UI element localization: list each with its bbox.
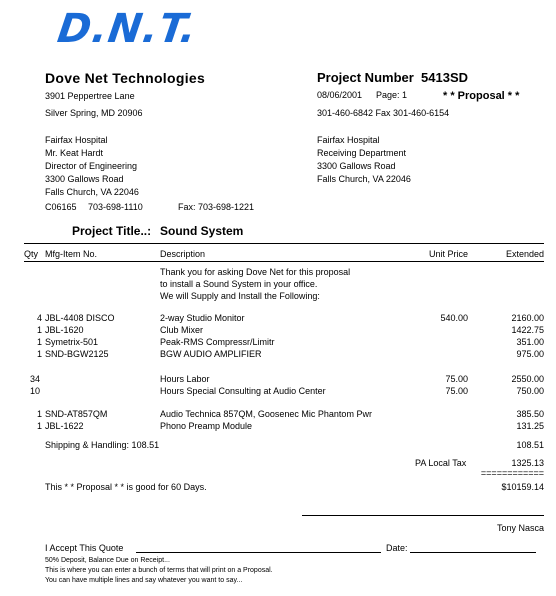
project-title-value: Sound System xyxy=(160,224,244,238)
row-desc: Hours Labor xyxy=(160,374,210,384)
table-row xyxy=(0,349,556,360)
table-row xyxy=(0,386,556,397)
billto-line4: 3300 Gallows Road xyxy=(45,174,124,184)
company-address2: Silver Spring, MD 20906 xyxy=(45,108,143,118)
table-row xyxy=(0,313,556,324)
shipto-line2: Receiving Department xyxy=(317,148,407,158)
terms-line: 50% Deposit, Balance Due on Receipt... xyxy=(45,557,170,564)
table-row xyxy=(0,374,556,385)
row-ext: 2160.00 xyxy=(511,313,544,323)
shipping-label: Shipping & Handling: 108.51 xyxy=(45,440,160,450)
billto-line2: Mr. Keat Hardt xyxy=(45,148,104,158)
tax-label: PA Local Tax xyxy=(415,458,467,468)
row-desc: 2-way Studio Monitor xyxy=(160,313,245,323)
row-item: JBL-1622 xyxy=(45,421,84,431)
project-page: Page: 1 xyxy=(376,90,408,100)
table-row xyxy=(0,409,556,420)
row-qty: 1 xyxy=(36,325,42,335)
billto-line5: Falls Church, VA 22046 xyxy=(45,187,139,197)
column-rule xyxy=(24,261,544,262)
double-rule: ============ xyxy=(480,468,544,478)
row-item: Symetrix-501 xyxy=(45,337,99,347)
row-item: JBL-1620 xyxy=(45,325,84,335)
row-qty: 1 xyxy=(36,409,42,419)
shipto-line3: 3300 Gallows Road xyxy=(317,161,396,171)
row-item: SND-BGW2125 xyxy=(45,349,109,359)
row-unit: 75.00 xyxy=(445,374,468,384)
col-unit: Unit Price xyxy=(428,249,468,259)
column-headers xyxy=(0,249,556,260)
grand-total: $10159.14 xyxy=(501,482,544,492)
row-desc: Peak-RMS Compressr/Limitr xyxy=(160,337,275,347)
billto-line3: Director of Engineering xyxy=(45,161,138,171)
row-qty: 1 xyxy=(36,349,42,359)
project-number-value: 5413SD xyxy=(421,70,469,85)
shipto-line4: Falls Church, VA 22046 xyxy=(317,174,411,184)
signer-name: Tony Nasca xyxy=(496,523,544,533)
date-label: Date: xyxy=(386,543,408,553)
billto-phone: 703-698-1110 xyxy=(88,202,143,212)
table-row xyxy=(0,325,556,336)
tax-amount: 1325.13 xyxy=(511,458,544,468)
row-qty: 4 xyxy=(36,313,42,323)
intro-line: We will Supply and Install the Following: xyxy=(160,291,320,301)
intro-line: to install a Sound System in your office. xyxy=(160,279,318,289)
row-item: SND-AT857QM xyxy=(45,409,108,419)
row-desc: BGW AUDIO AMPLIFIER xyxy=(160,349,262,359)
row-ext: 385.50 xyxy=(516,409,544,419)
row-ext: 975.00 xyxy=(516,349,544,359)
good-for-text: This * * Proposal * * is good for 60 Days. xyxy=(45,482,207,492)
row-desc: Club Mixer xyxy=(160,325,204,335)
row-qty: 34 xyxy=(30,374,41,384)
terms-line: You can have multiple lines and say whatever you want to say... xyxy=(45,577,243,584)
row-qty: 10 xyxy=(30,386,41,396)
company-name: Dove Net Technologies xyxy=(45,70,206,86)
row-desc: Phono Preamp Module xyxy=(160,421,253,431)
project-phone-fax: 301-460-6842 Fax 301-460-6154 xyxy=(317,108,450,118)
col-desc: Description xyxy=(160,249,206,259)
date-line xyxy=(410,552,536,553)
table-row xyxy=(0,421,556,432)
shipping-amount: 108.51 xyxy=(516,440,544,450)
row-ext: 1422.75 xyxy=(511,325,544,335)
company-logo: D.N.T. xyxy=(54,6,200,52)
billto-code: C06165 xyxy=(45,202,77,212)
row-qty: 1 xyxy=(36,421,42,431)
row-desc: Hours Special Consulting at Audio Center xyxy=(160,386,326,396)
intro-line: Thank you for asking Dove Net for this proposal xyxy=(160,267,351,277)
col-item: Mfg-Item No. xyxy=(45,249,98,259)
project-date: 08/06/2001 xyxy=(317,90,363,100)
project-title-label: Project Title..: xyxy=(72,224,152,238)
project-number-label: Project Number xyxy=(317,70,414,85)
billto-fax: Fax: 703-698-1221 xyxy=(178,202,255,212)
row-unit: 75.00 xyxy=(445,386,468,396)
row-qty: 1 xyxy=(36,337,42,347)
row-ext: 351.00 xyxy=(516,337,544,347)
signature-line xyxy=(302,515,544,516)
row-ext: 2550.00 xyxy=(511,374,544,384)
table-row xyxy=(0,337,556,348)
row-item: JBL-4408 DISCO xyxy=(45,313,115,323)
accept-label: I Accept This Quote xyxy=(45,543,124,553)
billto-line1: Fairfax Hospital xyxy=(45,135,108,145)
col-ext: Extended xyxy=(505,249,544,259)
row-ext: 750.00 xyxy=(516,386,544,396)
row-ext: 131.25 xyxy=(516,421,544,431)
row-unit: 540.00 xyxy=(440,313,468,323)
accept-line xyxy=(136,552,381,553)
doc-type: * * Proposal * * xyxy=(443,90,520,102)
company-address1: 3901 Peppertree Lane xyxy=(45,91,135,101)
col-qty: Qty xyxy=(24,249,39,259)
header-rule xyxy=(24,243,544,244)
shipto-line1: Fairfax Hospital xyxy=(317,135,380,145)
row-desc: Audio Technica 857QM, Goosenec Mic Phantom Pwr xyxy=(160,409,372,419)
project-number xyxy=(317,70,468,85)
terms-line: This is where you can enter a bunch of terms that will print on a Proposal. xyxy=(45,567,273,574)
